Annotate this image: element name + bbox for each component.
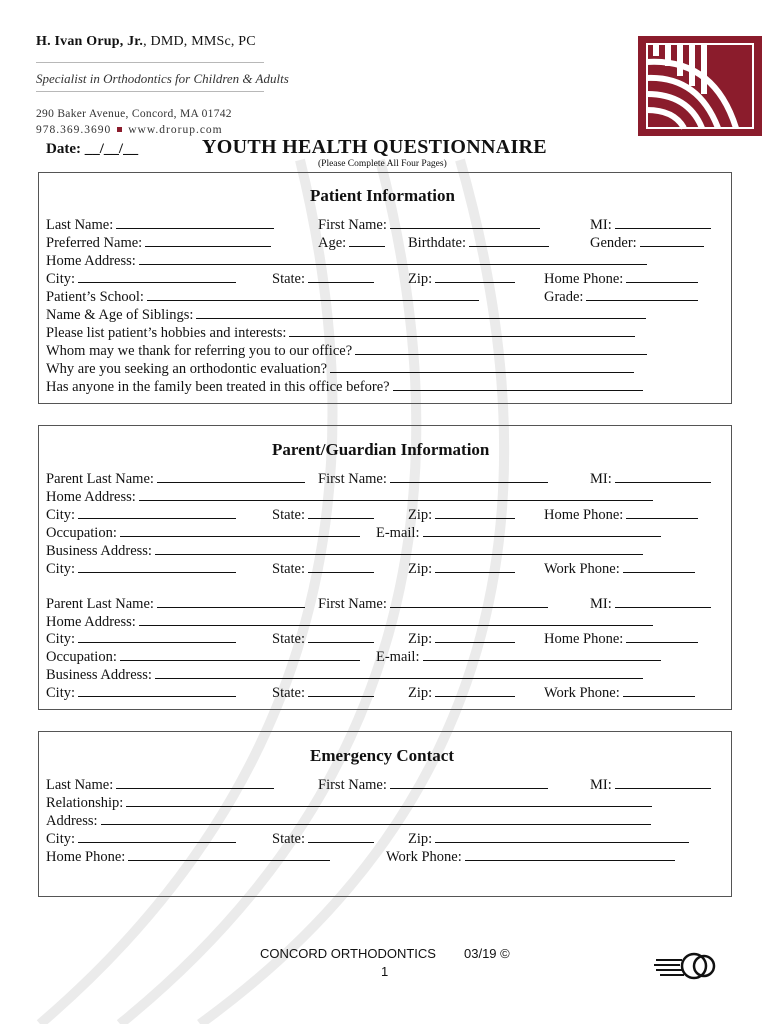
section-title: Parent/Guardian Information xyxy=(272,440,490,459)
parent2-mi-field[interactable]: MI: xyxy=(590,594,711,613)
parent2-business-address-field[interactable]: Business Address: xyxy=(46,665,643,684)
parent-first-name-field[interactable]: First Name: xyxy=(318,469,548,488)
emergency-first-name-field[interactable]: First Name: xyxy=(318,775,548,794)
state-field[interactable]: State: xyxy=(272,269,374,288)
referral-field[interactable]: Whom may we thank for referring you to our office? xyxy=(46,341,647,360)
parent-city-field[interactable]: City: xyxy=(46,505,236,524)
parent2-business-zip-field[interactable]: Zip: xyxy=(408,683,515,702)
header-divider xyxy=(36,91,264,92)
age-field[interactable]: Age: xyxy=(318,233,385,252)
grade-field[interactable]: Grade: xyxy=(544,287,698,306)
practice-address: 290 Baker Avenue, Concord, MA 01742 xyxy=(36,108,232,120)
emergency-zip-field[interactable]: Zip: xyxy=(408,829,689,848)
parent-occupation-field[interactable]: Occupation: xyxy=(46,523,360,542)
page-subtitle: (Please Complete All Four Pages) xyxy=(318,159,447,169)
page-title: YOUTH HEALTH QUESTIONNAIRE xyxy=(202,136,547,158)
parent2-business-state-field[interactable]: State: xyxy=(272,683,374,702)
aao-member-logo xyxy=(652,950,732,1000)
emergency-city-field[interactable]: City: xyxy=(46,829,236,848)
date-field[interactable]: Date: __/__/__ xyxy=(46,141,139,157)
parent2-city-field[interactable]: City: xyxy=(46,629,236,648)
stylized-arcs-logo xyxy=(638,36,762,136)
parent2-work-phone-field[interactable]: Work Phone: xyxy=(544,683,695,702)
practice-website: www.drorup.com xyxy=(128,124,223,136)
emergency-state-field[interactable]: State: xyxy=(272,829,374,848)
practice-name: H. Ivan Orup, Jr., DMD, MMSc, PC xyxy=(36,34,256,49)
parent-business-city-field[interactable]: City: xyxy=(46,559,236,578)
last-name-field[interactable]: Last Name: xyxy=(46,215,274,234)
birthdate-field[interactable]: Birthdate: xyxy=(408,233,549,252)
practice-contact xyxy=(36,124,223,136)
parent-home-address-field[interactable]: Home Address: xyxy=(46,487,653,506)
page-number: 1 xyxy=(381,964,389,979)
siblings-field[interactable]: Name & Age of Siblings: xyxy=(46,305,646,324)
parent-business-address-field[interactable]: Business Address: xyxy=(46,541,643,560)
emergency-last-name-field[interactable]: Last Name: xyxy=(46,775,274,794)
emergency-address-field[interactable]: Address: xyxy=(46,811,651,830)
parent-email-field[interactable]: E-mail: xyxy=(376,523,661,542)
parent2-state-field[interactable]: State: xyxy=(272,629,374,648)
middle-initial-field[interactable]: MI: xyxy=(590,215,711,234)
bullet-square-icon xyxy=(117,127,122,132)
parent2-email-field[interactable]: E-mail: xyxy=(376,647,661,666)
parent2-last-name-field[interactable]: Parent Last Name: xyxy=(46,594,305,613)
practice-specialty: Specialist in Orthodontics for Children & Adults xyxy=(36,71,289,86)
footer-revision: 03/19 © xyxy=(464,946,510,961)
emergency-work-phone-field[interactable]: Work Phone: xyxy=(386,847,675,866)
parent-zip-field[interactable]: Zip: xyxy=(408,505,515,524)
parent-home-phone-field[interactable]: Home Phone: xyxy=(544,505,698,524)
footer-practice-name: CONCORD ORTHODONTICS xyxy=(260,946,436,961)
preferred-name-field[interactable]: Preferred Name: xyxy=(46,233,271,252)
section-title: Emergency Contact xyxy=(310,746,454,765)
home-address-field[interactable]: Home Address: xyxy=(46,251,647,270)
school-field[interactable]: Patient’s School: xyxy=(46,287,479,306)
practice-phone: 978.369.3690 xyxy=(36,124,112,136)
evaluation-reason-field[interactable]: Why are you seeking an orthodontic evaluation? xyxy=(46,359,634,378)
parent-business-state-field[interactable]: State: xyxy=(272,559,374,578)
zip-field[interactable]: Zip: xyxy=(408,269,515,288)
hobbies-field[interactable]: Please list patient’s hobbies and interests: xyxy=(46,323,635,342)
gender-field[interactable]: Gender: xyxy=(590,233,704,252)
parent2-occupation-field[interactable]: Occupation: xyxy=(46,647,360,666)
parent2-first-name-field[interactable]: First Name: xyxy=(318,594,548,613)
parent2-zip-field[interactable]: Zip: xyxy=(408,629,515,648)
parent2-home-phone-field[interactable]: Home Phone: xyxy=(544,629,698,648)
emergency-mi-field[interactable]: MI: xyxy=(590,775,711,794)
parent-work-phone-field[interactable]: Work Phone: xyxy=(544,559,695,578)
header-divider xyxy=(36,62,264,63)
city-field[interactable]: City: xyxy=(46,269,236,288)
parent-business-zip-field[interactable]: Zip: xyxy=(408,559,515,578)
emergency-home-phone-field[interactable]: Home Phone: xyxy=(46,847,330,866)
parent-mi-field[interactable]: MI: xyxy=(590,469,711,488)
parent2-business-city-field[interactable]: City: xyxy=(46,683,236,702)
parent-state-field[interactable]: State: xyxy=(272,505,374,524)
home-phone-field[interactable]: Home Phone: xyxy=(544,269,698,288)
relationship-field[interactable]: Relationship: xyxy=(46,793,652,812)
parent-last-name-field[interactable]: Parent Last Name: xyxy=(46,469,305,488)
parent2-home-address-field[interactable]: Home Address: xyxy=(46,612,653,631)
family-treated-field[interactable]: Has anyone in the family been treated in this office before? xyxy=(46,377,643,396)
first-name-field[interactable]: First Name: xyxy=(318,215,540,234)
section-title: Patient Information xyxy=(310,186,455,205)
